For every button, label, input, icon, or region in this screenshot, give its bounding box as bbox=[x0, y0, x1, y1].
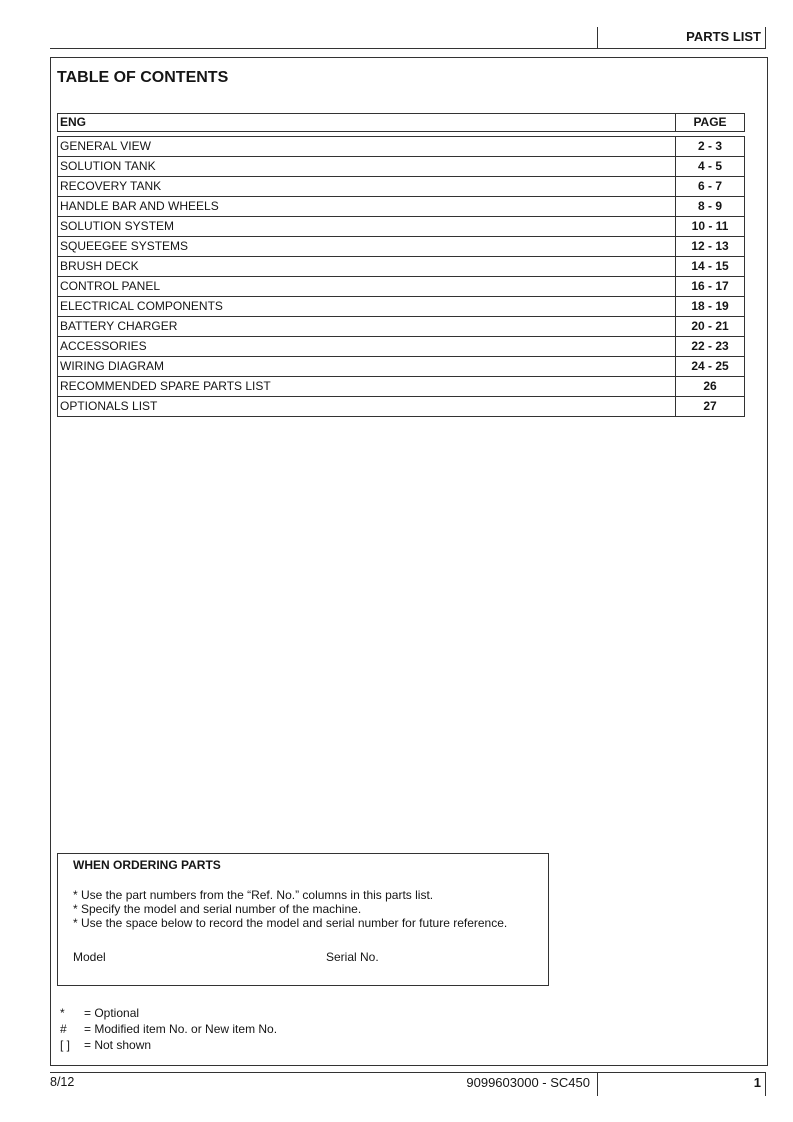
legend-symbol: [ ] bbox=[60, 1038, 71, 1052]
toc-row-page: 8 - 9 bbox=[697, 199, 722, 213]
toc-row bbox=[58, 177, 744, 197]
legend-symbol: # bbox=[60, 1022, 67, 1036]
ordering-instructions bbox=[73, 888, 507, 930]
header-divider-right bbox=[765, 27, 766, 49]
toc-row-page: 26 bbox=[703, 379, 717, 393]
toc-row-label: BATTERY CHARGER bbox=[58, 317, 676, 336]
toc-row-page: 14 - 15 bbox=[691, 259, 729, 273]
legend-item bbox=[60, 1021, 360, 1037]
toc-row-label: RECOMMENDED SPARE PARTS LIST bbox=[58, 377, 676, 396]
toc-row bbox=[58, 257, 744, 277]
toc-row-page: 4 - 5 bbox=[697, 159, 722, 173]
toc-row-label: OPTIONALS LIST bbox=[58, 397, 676, 416]
toc-row-label: CONTROL PANEL bbox=[58, 277, 676, 296]
toc-row bbox=[58, 317, 744, 337]
toc-row bbox=[58, 397, 744, 417]
toc-row-page: 20 - 21 bbox=[691, 319, 729, 333]
toc-row bbox=[58, 137, 744, 157]
toc-row-label: SOLUTION TANK bbox=[58, 157, 676, 176]
ordering-info-box bbox=[57, 853, 549, 986]
toc-row-page: 6 - 7 bbox=[697, 179, 722, 193]
toc-row-label: SOLUTION SYSTEM bbox=[58, 217, 676, 236]
toc-header-language: ENG bbox=[58, 114, 676, 131]
legend-meaning: = Not shown bbox=[84, 1038, 152, 1052]
toc-header-page: PAGE bbox=[693, 115, 727, 129]
toc-row bbox=[58, 277, 744, 297]
footer-page-reference: 8/12 bbox=[50, 1075, 75, 1089]
toc-row bbox=[58, 337, 744, 357]
model-label: Model bbox=[73, 950, 106, 964]
toc-row bbox=[58, 157, 744, 177]
toc-row-page: 10 - 11 bbox=[691, 219, 729, 233]
toc-row-page: 24 - 25 bbox=[691, 359, 729, 373]
toc-row bbox=[58, 197, 744, 217]
page-title: TABLE OF CONTENTS bbox=[57, 69, 229, 86]
symbol-legend bbox=[60, 1005, 360, 1053]
toc-row-page: 12 - 13 bbox=[691, 239, 729, 253]
toc-row-label: RECOVERY TANK bbox=[58, 177, 676, 196]
toc-row bbox=[58, 357, 744, 377]
serial-number-label: Serial No. bbox=[326, 950, 379, 964]
header-divider bbox=[597, 27, 598, 49]
footer-page-number: 1 bbox=[753, 1075, 761, 1090]
toc-row-label: GENERAL VIEW bbox=[58, 137, 676, 156]
toc-row-label: BRUSH DECK bbox=[58, 257, 676, 276]
section-title: PARTS LIST bbox=[686, 29, 761, 44]
footer-document-code: 9099603000 - SC450 bbox=[466, 1075, 590, 1090]
legend-item bbox=[60, 1005, 360, 1021]
ordering-title: WHEN ORDERING PARTS bbox=[73, 858, 221, 872]
footer-divider-right bbox=[765, 1072, 766, 1096]
ordering-instruction: * Specify the model and serial number of the machine. bbox=[73, 902, 362, 916]
toc-row bbox=[58, 377, 744, 397]
toc-row-label: ELECTRICAL COMPONENTS bbox=[58, 297, 676, 316]
toc-row-label: HANDLE BAR AND WHEELS bbox=[58, 197, 676, 216]
ordering-instruction: * Use the part numbers from the “Ref. No.” columns in this parts list. bbox=[73, 888, 434, 902]
toc-row bbox=[58, 237, 744, 257]
toc-row-label: WIRING DIAGRAM bbox=[58, 357, 676, 376]
legend-meaning: = Modified item No. or New item No. bbox=[84, 1022, 278, 1036]
ordering-instruction: * Use the space below to record the model and serial number for future reference. bbox=[73, 916, 508, 930]
legend-item bbox=[60, 1037, 360, 1053]
toc-table bbox=[57, 136, 745, 417]
toc-row bbox=[58, 217, 744, 237]
toc-row-page: 27 bbox=[703, 399, 717, 413]
toc-row-label: ACCESSORIES bbox=[58, 337, 676, 356]
header-rule bbox=[50, 48, 765, 49]
legend-symbol: * bbox=[60, 1006, 65, 1020]
toc-row-page: 18 - 19 bbox=[691, 299, 729, 313]
toc-row-page: 22 - 23 bbox=[691, 339, 729, 353]
legend-meaning: = Optional bbox=[84, 1006, 140, 1020]
toc-row-page: 2 - 3 bbox=[697, 139, 722, 153]
footer-rule bbox=[50, 1072, 765, 1073]
footer-divider bbox=[597, 1072, 598, 1096]
toc-row-page: 16 - 17 bbox=[691, 279, 729, 293]
toc-row bbox=[58, 297, 744, 317]
toc-header-row bbox=[57, 113, 745, 132]
toc-row-label: SQUEEGEE SYSTEMS bbox=[58, 237, 676, 256]
